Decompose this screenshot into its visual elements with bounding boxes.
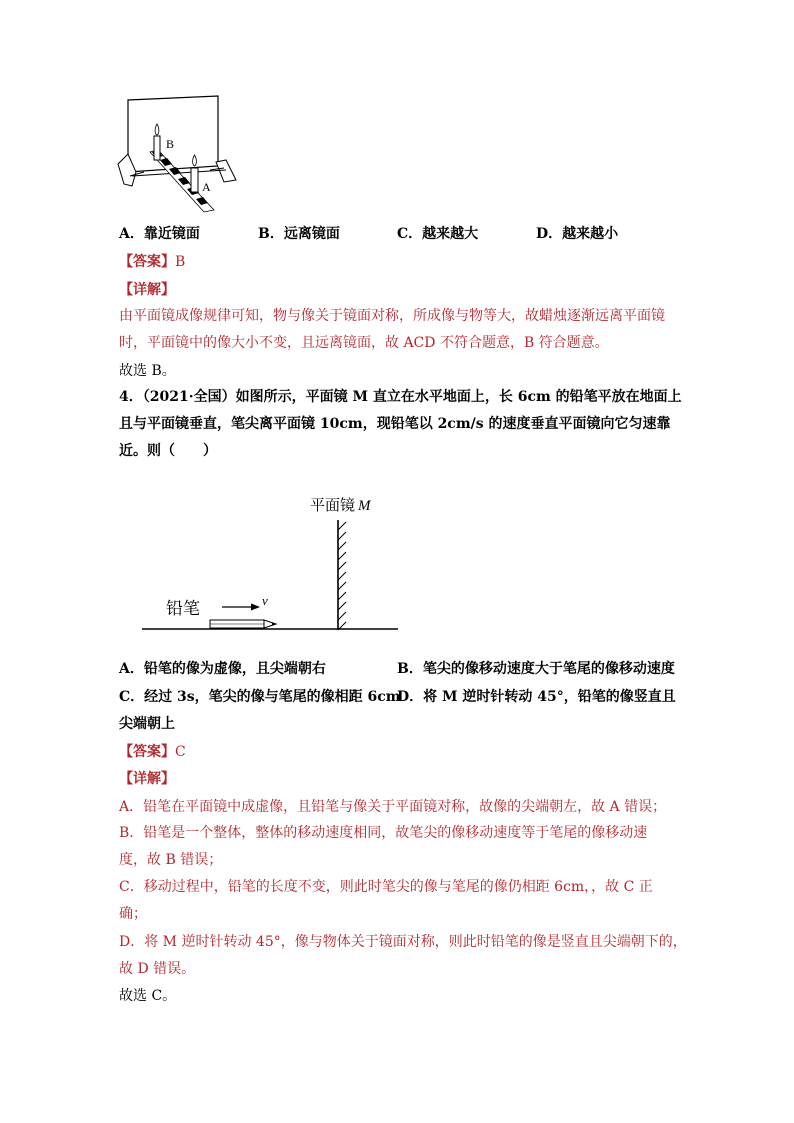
candle-mirror-figure: [114, 92, 244, 218]
q4-explain-line-7: 故 D 错误。: [119, 961, 196, 977]
q4-explain-line-4: C．移动过程中，铅笔的长度不变，则此时笔尖的像与笔尾的像仍相距 6cm，，故 C 正: [119, 879, 653, 895]
q4-option-a: A．铅笔的像为虚像，且尖端朝右: [119, 661, 326, 677]
q4-option-b: B．笔尖的像移动速度大于笔尾的像移动速度: [397, 661, 675, 677]
q4-option-d-cont: 尖端朝上: [119, 716, 175, 732]
q4-explain-line-1: A．铅笔在平面镜中成虚像，且铅笔与像关于平面镜对称，故像的尖端朝左，故 A 错误；: [119, 799, 667, 815]
q4-explain-line-5: 确；: [119, 906, 147, 922]
q4-option-d: D．将 M 逆时针转动 45°，铅笔的像竖直且: [397, 689, 676, 705]
q3-explain-line-1: 由平面镜成像规律可知，物与像关于镜面对称，所成像与物等大，故蜡烛逐渐远离平面镜: [119, 308, 665, 324]
q3-option-d: D．越来越小: [536, 226, 619, 242]
q4-option-c: C．经过 3s，笔尖的像与笔尾的像相距 6cm: [119, 689, 401, 705]
mirror-symbol: M: [358, 498, 371, 514]
q3-option-b: B．远离镜面: [258, 226, 340, 242]
pencil-label: 铅笔: [166, 599, 200, 618]
label-a: A: [202, 180, 211, 194]
q4-explain-line-6: D．将 M 逆时针转动 45°，像与物体关于镜面对称，则此时铅笔的像是竖直且尖端朝下的，: [119, 934, 687, 950]
q3-explain-tag: 【详解】: [119, 282, 175, 298]
pencil-mirror-figure: [138, 490, 408, 635]
q3-conclusion: 故选 B。: [119, 363, 176, 379]
pencil: [210, 620, 276, 628]
q4-explain-line-2: B．铅笔是一个整体，整体的移动速度相同，故笔尖的像移动速度等于笔尾的像移动速: [119, 825, 648, 841]
q4-answer: 【答案】C: [119, 744, 186, 760]
velocity-symbol: v: [262, 593, 268, 608]
q4-stem-line-1: 4．（2021·全国）如图所示，平面镜 M 直立在水平地面上，长 6cm 的铅笔平放在地面上: [119, 389, 682, 405]
q4-stem-line-3: 近。则（ ）: [119, 443, 217, 459]
q3-answer: 【答案】B: [119, 254, 186, 270]
q4-explain-tag: 【详解】: [119, 771, 175, 787]
q4-conclusion: 故选 C。: [119, 988, 177, 1004]
mirror-label: 平面镜: [310, 498, 356, 514]
candle-b: [154, 124, 160, 160]
q3-option-c: C．越来越大: [397, 226, 479, 242]
mirror-hatching: [338, 522, 346, 630]
q4-explain-line-3: 度，故 B 错误；: [119, 852, 223, 868]
q3-explain-line-2: 时，平面镜中的像大小不变，且远离镜面，故 ACD 不符合题意，B 符合题意。: [119, 335, 609, 351]
label-b: B: [166, 137, 175, 151]
q4-stem-line-2: 且与平面镜垂直，笔尖离平面镜 10cm，现铅笔以 2cm/s 的速度垂直平面镜向它匀速靠: [119, 416, 671, 432]
q3-option-a: A．靠近镜面: [119, 226, 200, 242]
